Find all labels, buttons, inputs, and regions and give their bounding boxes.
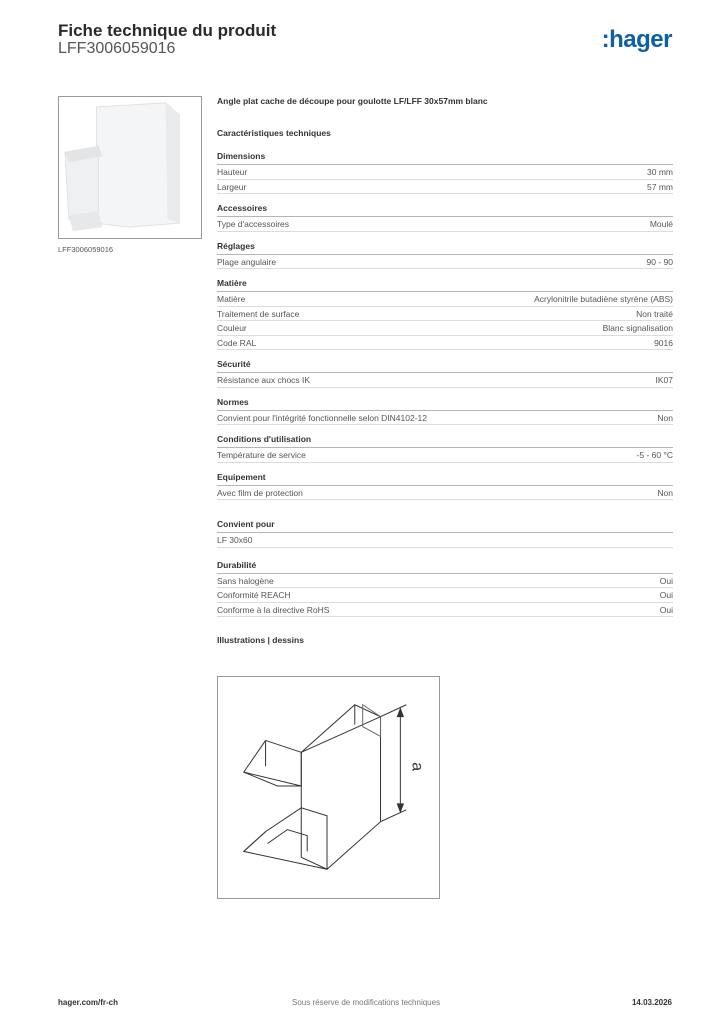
footer-notice: Sous réserve de modifications techniques — [292, 998, 441, 1007]
spec-label: Sans halogène — [217, 575, 274, 586]
spec-value: 90 - 90 — [646, 256, 673, 267]
spec-label: Traitement de surface — [217, 308, 300, 319]
section-4 — [217, 278, 673, 350]
spec-row — [217, 574, 673, 589]
spec-row — [217, 321, 673, 336]
specifications — [217, 96, 673, 645]
spec-label: Température de service — [217, 450, 306, 460]
spec-row — [217, 486, 673, 501]
spec-row — [217, 180, 673, 195]
spec-row — [217, 217, 673, 232]
characteristics-heading: Caractéristiques techniques — [217, 128, 331, 138]
section-title: Matière — [217, 278, 673, 292]
spec-label: LF 30x60 — [217, 535, 253, 545]
spec-value: Acrylonitrile butadiène styrène (ABS) — [534, 294, 673, 304]
section-title: Sécurité — [217, 359, 673, 373]
section-title: Normes — [217, 397, 673, 411]
page-title: Fiche technique du produit — [58, 21, 277, 40]
spec-row — [217, 533, 673, 548]
spec-value: Non traité — [636, 308, 673, 319]
section-6 — [217, 397, 673, 426]
spec-row — [217, 411, 673, 426]
spec-value: -5 - 60 °C — [636, 450, 673, 460]
section-5 — [217, 359, 673, 388]
spec-label: Conforme à la directive RoHS — [217, 604, 330, 615]
spec-label: Avec film de protection — [217, 487, 303, 498]
section-2 — [217, 203, 673, 232]
section-title: Réglages — [217, 241, 673, 255]
spec-label: Hauteur — [217, 167, 248, 177]
spec-row — [217, 165, 673, 180]
photo-caption: LFF3006059016 — [58, 245, 114, 254]
section-1 — [217, 151, 673, 194]
spec-label: Convient pour l'intégrité fonctionnelle selon DIN4102-12 — [217, 412, 428, 423]
spec-row — [217, 603, 673, 618]
section-8 — [217, 472, 673, 501]
spec-label: Résistance aux chocs IK — [217, 375, 311, 385]
spec-value: Oui — [659, 590, 673, 600]
spec-row — [217, 336, 673, 351]
spec-value: Blanc signalisation — [602, 323, 673, 333]
product-reference: LFF3006059016 — [58, 40, 176, 57]
technical-drawing — [217, 676, 440, 899]
spec-label: Conformité REACH — [217, 590, 291, 600]
footer-date: 14.03.2026 — [631, 998, 672, 1007]
spec-value: Non — [657, 487, 673, 498]
spec-row — [217, 588, 673, 603]
section-title: Conditions d'utilisation — [217, 434, 673, 448]
product-photo — [58, 96, 202, 239]
section-title: Equipement — [217, 472, 673, 486]
spec-value: Oui — [659, 575, 673, 586]
section-3 — [217, 241, 673, 270]
spec-label: Type d'accessoires — [217, 219, 290, 229]
product-name: Angle plat cache de découpe pour goulotte LF/LFF 30x57mm blanc — [217, 96, 488, 106]
section-7 — [217, 434, 673, 463]
spec-value: 57 mm — [647, 181, 673, 192]
spec-label: Code RAL — [217, 337, 257, 348]
spec-row — [217, 307, 673, 322]
spec-value: Moulé — [649, 219, 673, 229]
spec-value: 9016 — [654, 337, 673, 348]
illustrations-heading: Illustrations | dessins — [217, 635, 304, 645]
spec-value: Oui — [659, 604, 673, 615]
section-title: Convient pour — [217, 519, 673, 533]
spec-value: 30 mm — [647, 167, 673, 177]
spec-label: Couleur — [217, 323, 247, 333]
spec-value: IK07 — [655, 375, 673, 385]
spec-label: Plage angulaire — [217, 256, 277, 267]
spec-sections — [217, 151, 673, 500]
dimension-label: a — [408, 762, 426, 772]
technical-drawing-image — [218, 677, 439, 898]
spec-label: Largeur — [217, 181, 247, 192]
spec-row — [217, 373, 673, 388]
spec-value: Non — [657, 412, 673, 423]
website-link[interactable]: hager.com/fr-ch — [58, 998, 119, 1007]
section-convient — [217, 519, 673, 548]
section-title: Dimensions — [217, 151, 673, 165]
section-title: Durabilité — [217, 560, 673, 574]
spec-row — [217, 255, 673, 270]
spec-row — [217, 448, 673, 463]
spec-label: Matière — [217, 294, 246, 304]
section-title: Accessoires — [217, 203, 673, 217]
section-durabilite — [217, 560, 673, 618]
product-photo-image — [59, 97, 201, 238]
spec-row — [217, 292, 673, 307]
hager-logo[interactable]: :hager — [601, 26, 672, 53]
